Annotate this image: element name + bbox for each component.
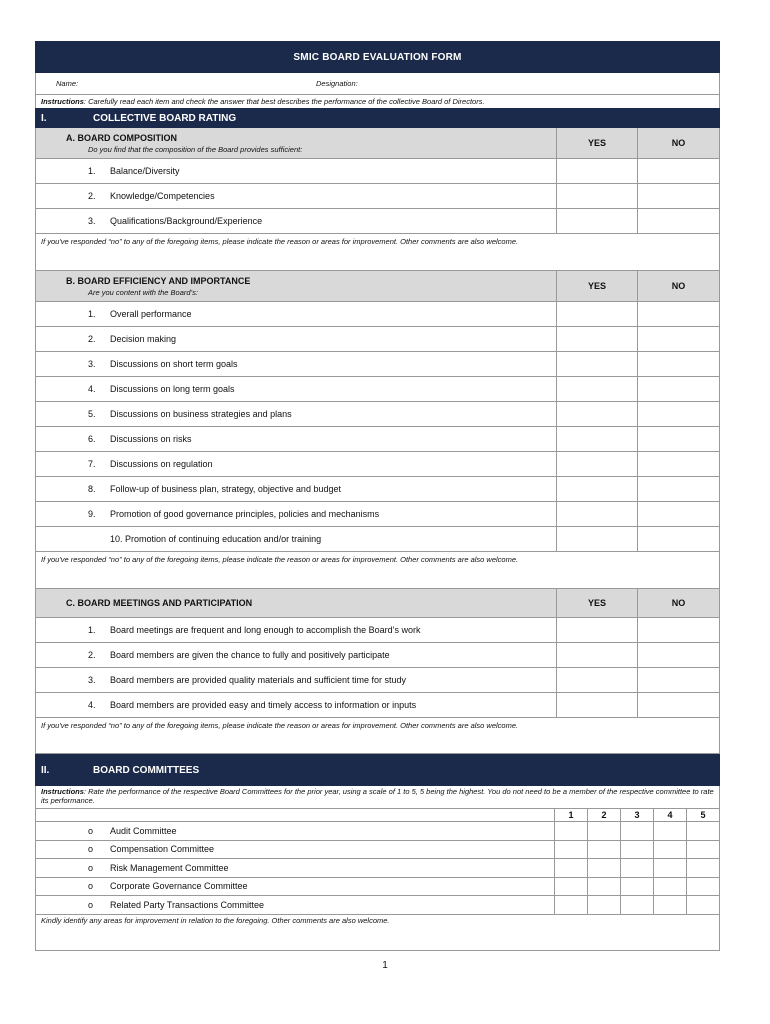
- no-header: NO: [637, 128, 719, 158]
- item-number: 2.: [88, 191, 96, 201]
- rating-cell-5[interactable]: [686, 841, 719, 859]
- yes-checkbox[interactable]: [556, 527, 637, 551]
- yes-checkbox[interactable]: [556, 402, 637, 426]
- no-checkbox[interactable]: [637, 643, 719, 667]
- no-checkbox[interactable]: [637, 184, 719, 208]
- part-b-header: [35, 271, 720, 302]
- item-number: 2.: [88, 334, 96, 344]
- yes-checkbox[interactable]: [556, 693, 637, 717]
- item-number: 9.: [88, 509, 96, 519]
- table-row: [35, 452, 720, 477]
- form-title: SMIC BOARD EVALUATION FORM: [35, 41, 720, 73]
- item-text: Balance/Diversity: [110, 166, 180, 176]
- no-checkbox[interactable]: [637, 618, 719, 642]
- yes-checkbox[interactable]: [556, 209, 637, 233]
- rating-cell-4[interactable]: [653, 822, 686, 840]
- yes-checkbox[interactable]: [556, 159, 637, 183]
- no-checkbox[interactable]: [637, 159, 719, 183]
- yes-checkbox[interactable]: [556, 668, 637, 692]
- item-number: 5.: [88, 409, 96, 419]
- item-text: Discussions on business strategies and plans: [110, 409, 292, 419]
- committee-name: Audit Committee: [110, 825, 177, 836]
- rating-cell-5[interactable]: [686, 822, 719, 840]
- item-number: 3.: [88, 359, 96, 369]
- item-number: 4.: [88, 700, 96, 710]
- yes-checkbox[interactable]: [556, 352, 637, 376]
- part-a-subtitle: Do you find that the composition of the Board provides sufficient:: [88, 144, 303, 154]
- section-1-header: [35, 108, 720, 128]
- table-row: [35, 668, 720, 693]
- rating-cell-1[interactable]: [554, 878, 587, 896]
- committee-row: [35, 878, 720, 897]
- section-2-number: II.: [41, 764, 50, 776]
- no-checkbox[interactable]: [637, 402, 719, 426]
- item-text: Discussions on short term goals: [110, 359, 238, 369]
- committees-comment-box[interactable]: [35, 915, 720, 951]
- part-c-comment-box[interactable]: [35, 718, 720, 754]
- table-row: [35, 402, 720, 427]
- yes-header: YES: [556, 128, 637, 158]
- instructions: [35, 95, 720, 108]
- item-text: Discussions on long term goals: [110, 384, 235, 394]
- item-number: 1.: [88, 625, 96, 635]
- item-text: Promotion of good governance principles, policies and mechanisms: [110, 509, 380, 519]
- rating-cell-4[interactable]: [653, 896, 686, 914]
- bullet: o: [88, 881, 94, 892]
- item-text: Board members are given the chance to fully and positively participate: [110, 650, 390, 660]
- yes-checkbox[interactable]: [556, 643, 637, 667]
- table-row: [35, 427, 720, 452]
- table-row: [35, 527, 720, 552]
- item-text: Knowledge/Competencies: [110, 191, 215, 201]
- table-row: [35, 352, 720, 377]
- yes-checkbox[interactable]: [556, 618, 637, 642]
- rating-cell-3[interactable]: [620, 841, 653, 859]
- table-row: [35, 209, 720, 234]
- no-checkbox[interactable]: [637, 502, 719, 526]
- bullet: o: [88, 899, 94, 910]
- yes-checkbox[interactable]: [556, 184, 637, 208]
- yes-checkbox[interactable]: [556, 327, 637, 351]
- section-1-title: COLLECTIVE BOARD RATING: [93, 112, 237, 124]
- part-c-title: C. BOARD MEETINGS AND PARTICIPATION: [66, 598, 253, 608]
- item-number: 3.: [88, 216, 96, 226]
- no-checkbox[interactable]: [637, 668, 719, 692]
- rating-cell-1[interactable]: [554, 859, 587, 877]
- no-checkbox[interactable]: [637, 209, 719, 233]
- designation-label: Designation:: [316, 79, 358, 88]
- no-checkbox[interactable]: [637, 477, 719, 501]
- yes-checkbox[interactable]: [556, 427, 637, 451]
- item-text: Follow-up of business plan, strategy, objective and budget: [110, 484, 341, 494]
- yes-header: YES: [556, 589, 637, 617]
- yes-checkbox[interactable]: [556, 377, 637, 401]
- item-text: Board members are provided easy and timely access to information or inputs: [110, 700, 417, 710]
- rating-cell-4[interactable]: [653, 841, 686, 859]
- item-number: 8.: [88, 484, 96, 494]
- no-checkbox[interactable]: [637, 377, 719, 401]
- part-a-header: [35, 128, 720, 159]
- table-row: [35, 184, 720, 209]
- committee-row: [35, 822, 720, 841]
- part-a-title: A. BOARD COMPOSITION: [66, 132, 178, 143]
- part-c-header: [35, 589, 720, 618]
- no-checkbox[interactable]: [637, 527, 719, 551]
- name-designation-row: [35, 73, 720, 95]
- table-row: [35, 618, 720, 643]
- item-text: 10. Promotion of continuing education and/or training: [110, 534, 322, 544]
- committee-name: Corporate Governance Committee: [110, 881, 248, 892]
- part-b-title: B. BOARD EFFICIENCY AND IMPORTANCE: [66, 275, 251, 286]
- rating-cell-3[interactable]: [620, 859, 653, 877]
- rating-cell-5[interactable]: [686, 878, 719, 896]
- table-row: [35, 377, 720, 402]
- table-row: [35, 502, 720, 527]
- no-header: NO: [637, 589, 719, 617]
- item-text: Board members are provided quality materials and sufficient time for study: [110, 675, 406, 685]
- name-label: Name:: [56, 79, 79, 88]
- yes-checkbox[interactable]: [556, 477, 637, 501]
- part-c-comment-prompt: If you've responded “no” to any of the foregoing items, please indicate the reason or areas for improvement. Other comments are also welcome.: [41, 721, 519, 730]
- item-number: 4.: [88, 384, 96, 394]
- committees-instructions: [35, 786, 720, 808]
- scale-header-4: 4: [653, 809, 686, 821]
- no-checkbox[interactable]: [637, 302, 719, 326]
- table-row: [35, 477, 720, 502]
- committee-row: [35, 859, 720, 878]
- table-row: [35, 693, 720, 718]
- scale-header-5: 5: [686, 809, 719, 821]
- item-text: Discussions on risks: [110, 434, 192, 444]
- evaluation-form: [35, 41, 720, 951]
- no-checkbox[interactable]: [637, 352, 719, 376]
- table-row: [35, 643, 720, 668]
- section-2-header: [35, 754, 720, 786]
- instructions-label: Instructions: [41, 97, 84, 106]
- rating-cell-4[interactable]: [653, 878, 686, 896]
- rating-cell-5[interactable]: [686, 896, 719, 914]
- rating-cell-2[interactable]: [587, 878, 620, 896]
- committees-instructions-text: : Rate the performance of the respective Board Committees for the prior year, using a scale of 1 to 5, 5 being the highest. You do not need to be a member of the respective committee to rate its performance.: [41, 787, 714, 805]
- item-text: Decision making: [110, 334, 177, 344]
- yes-checkbox[interactable]: [556, 302, 637, 326]
- item-number: 1.: [88, 166, 96, 176]
- rating-cell-2[interactable]: [587, 896, 620, 914]
- item-text: Qualifications/Background/Experience: [110, 216, 263, 226]
- section-2-title: BOARD COMMITTEES: [93, 764, 200, 776]
- yes-checkbox[interactable]: [556, 452, 637, 476]
- rating-cell-4[interactable]: [653, 859, 686, 877]
- rating-cell-5[interactable]: [686, 859, 719, 877]
- committees-comment-prompt: Kindly identify any areas for improvement in relation to the foregoing. Other comments are also welcome.: [41, 915, 390, 925]
- no-header: NO: [637, 271, 719, 301]
- table-row: [35, 327, 720, 352]
- no-checkbox[interactable]: [637, 327, 719, 351]
- rating-cell-3[interactable]: [620, 878, 653, 896]
- no-checkbox[interactable]: [637, 427, 719, 451]
- committee-name: Risk Management Committee: [110, 862, 229, 873]
- committee-name: Compensation Committee: [110, 844, 215, 855]
- yes-header: YES: [556, 271, 637, 301]
- committees-instructions-label: Instructions: [41, 787, 84, 796]
- bullet: o: [88, 862, 94, 873]
- item-number: 3.: [88, 675, 96, 685]
- section-1-number: I.: [41, 112, 47, 124]
- part-b-comment-box[interactable]: [35, 552, 720, 589]
- item-text: Discussions on regulation: [110, 459, 213, 469]
- rating-cell-2[interactable]: [587, 841, 620, 859]
- table-row: [35, 159, 720, 184]
- committee-row: [35, 896, 720, 915]
- rating-cell-3[interactable]: [620, 896, 653, 914]
- item-number: 7.: [88, 459, 96, 469]
- item-text: Board meetings are frequent and long enough to accomplish the Board’s work: [110, 625, 421, 635]
- rating-cell-2[interactable]: [587, 822, 620, 840]
- no-checkbox[interactable]: [637, 452, 719, 476]
- item-number: 2.: [88, 650, 96, 660]
- part-a-comment-box[interactable]: [35, 234, 720, 271]
- page-number: 1: [382, 960, 388, 971]
- scale-header: [35, 808, 720, 822]
- part-b-subtitle: Are you content with the Board’s:: [88, 287, 198, 297]
- rating-cell-1[interactable]: [554, 896, 587, 914]
- rating-cell-1[interactable]: [554, 822, 587, 840]
- item-number: 6.: [88, 434, 96, 444]
- instructions-text: : Carefully read each item and check the answer that best describes the performance of the collective Board of Directors.: [83, 97, 485, 106]
- rating-cell-1[interactable]: [554, 841, 587, 859]
- scale-header-2: 2: [587, 809, 620, 821]
- part-a-comment-prompt: If you've responded “no” to any of the foregoing items, please indicate the reason or areas for improvement. Other comments are also welcome.: [41, 237, 519, 246]
- committee-name: Related Party Transactions Committee: [110, 899, 265, 910]
- scale-header-1: 1: [554, 809, 587, 821]
- bullet: o: [88, 844, 94, 855]
- bullet: o: [88, 825, 94, 836]
- rating-cell-3[interactable]: [620, 822, 653, 840]
- item-number: 1.: [88, 309, 96, 319]
- part-b-comment-prompt: If you've responded “no” to any of the foregoing items, please indicate the reason or areas for improvement. Other comments are also welcome.: [41, 555, 519, 564]
- scale-header-3: 3: [620, 809, 653, 821]
- item-text: Overall performance: [110, 309, 192, 319]
- rating-cell-2[interactable]: [587, 859, 620, 877]
- table-row: [35, 302, 720, 327]
- yes-checkbox[interactable]: [556, 502, 637, 526]
- committee-row: [35, 841, 720, 860]
- no-checkbox[interactable]: [637, 693, 719, 717]
